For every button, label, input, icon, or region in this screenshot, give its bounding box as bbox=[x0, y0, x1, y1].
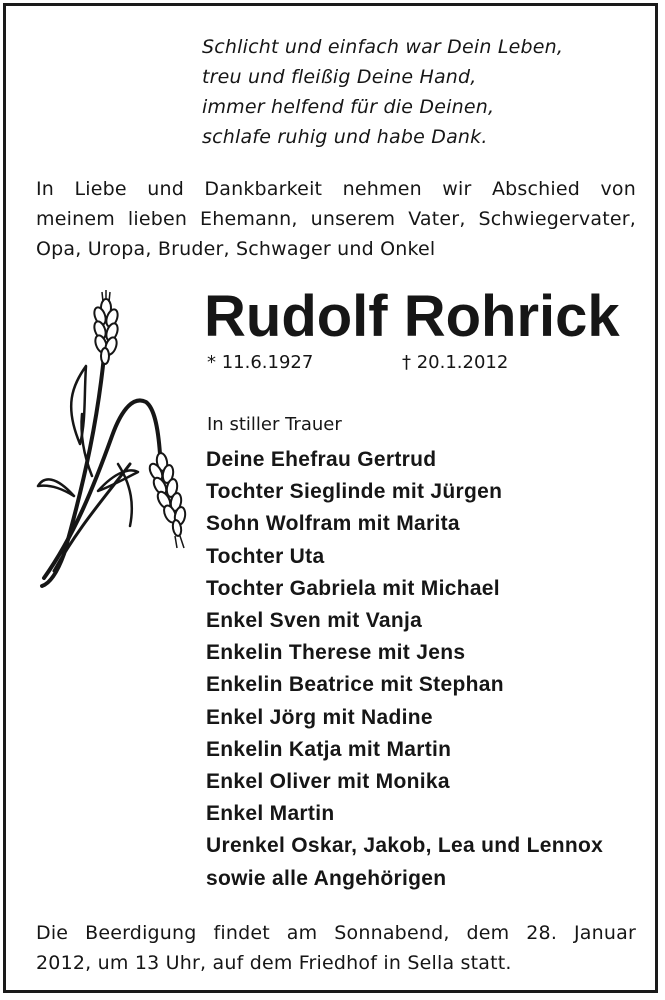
farewell-intro bbox=[36, 174, 636, 264]
mourner-entry: Enkelin Therese mit Jens bbox=[206, 641, 466, 665]
mourner-entry: Enkelin Beatrice mit Stephan bbox=[206, 673, 504, 697]
mourner-entry: Enkelin Katja mit Martin bbox=[206, 737, 452, 761]
wheat-ears-icon bbox=[34, 286, 196, 591]
poem-line: treu und fleißig Deine Hand, bbox=[202, 66, 477, 88]
deceased-name: Rudolf Rohrick bbox=[204, 284, 620, 349]
poem-line: Schlicht und einfach war Dein Leben, bbox=[202, 36, 564, 58]
mourner-entry: Urenkel Oskar, Jakob, Lea und Lennox bbox=[206, 834, 604, 858]
mourner-entry: Tochter Sieglinde mit Jürgen bbox=[206, 480, 503, 504]
mourner-entry: Tochter Gabriela mit Michael bbox=[206, 576, 500, 600]
mourner-entry: Sohn Wolfram mit Marita bbox=[206, 512, 460, 536]
mourner-entry: Tochter Uta bbox=[206, 544, 325, 568]
funeral-line: 2012, um 13 Uhr, auf dem Friedhof in Sella statt. bbox=[36, 952, 512, 974]
mourners-list bbox=[206, 444, 603, 895]
mourner-entry: Enkel Martin bbox=[206, 802, 335, 826]
intro-line: meinem lieben Ehemann, unserem Vater, Schwiegervater, bbox=[36, 208, 636, 230]
mourner-entry: sowie alle Angehörigen bbox=[206, 866, 447, 890]
life-dates bbox=[207, 350, 509, 376]
mourner-entry: Enkel Jörg mit Nadine bbox=[206, 705, 433, 729]
poem-line: immer helfend für die Deinen, bbox=[202, 96, 495, 118]
memorial-poem bbox=[202, 32, 563, 152]
birth-date: * 11.6.1927 bbox=[207, 352, 314, 373]
mourning-heading: In stiller Trauer bbox=[207, 414, 342, 435]
death-date: † 20.1.2012 bbox=[402, 352, 509, 373]
mourner-entry: Enkel Sven mit Vanja bbox=[206, 609, 423, 633]
mourner-entry: Deine Ehefrau Gertrud bbox=[206, 448, 437, 471]
intro-line: In Liebe und Dankbarkeit nehmen wir Abschied von bbox=[36, 178, 636, 200]
funeral-details bbox=[36, 918, 636, 978]
intro-line: Opa, Uropa, Bruder, Schwager und Onkel bbox=[36, 238, 436, 260]
poem-line: schlafe ruhig und habe Dank. bbox=[202, 126, 488, 148]
funeral-line: Die Beerdigung findet am Sonnabend, dem 28. Januar bbox=[36, 922, 636, 944]
obituary-notice bbox=[3, 3, 658, 993]
mourner-entry: Enkel Oliver mit Monika bbox=[206, 770, 450, 794]
